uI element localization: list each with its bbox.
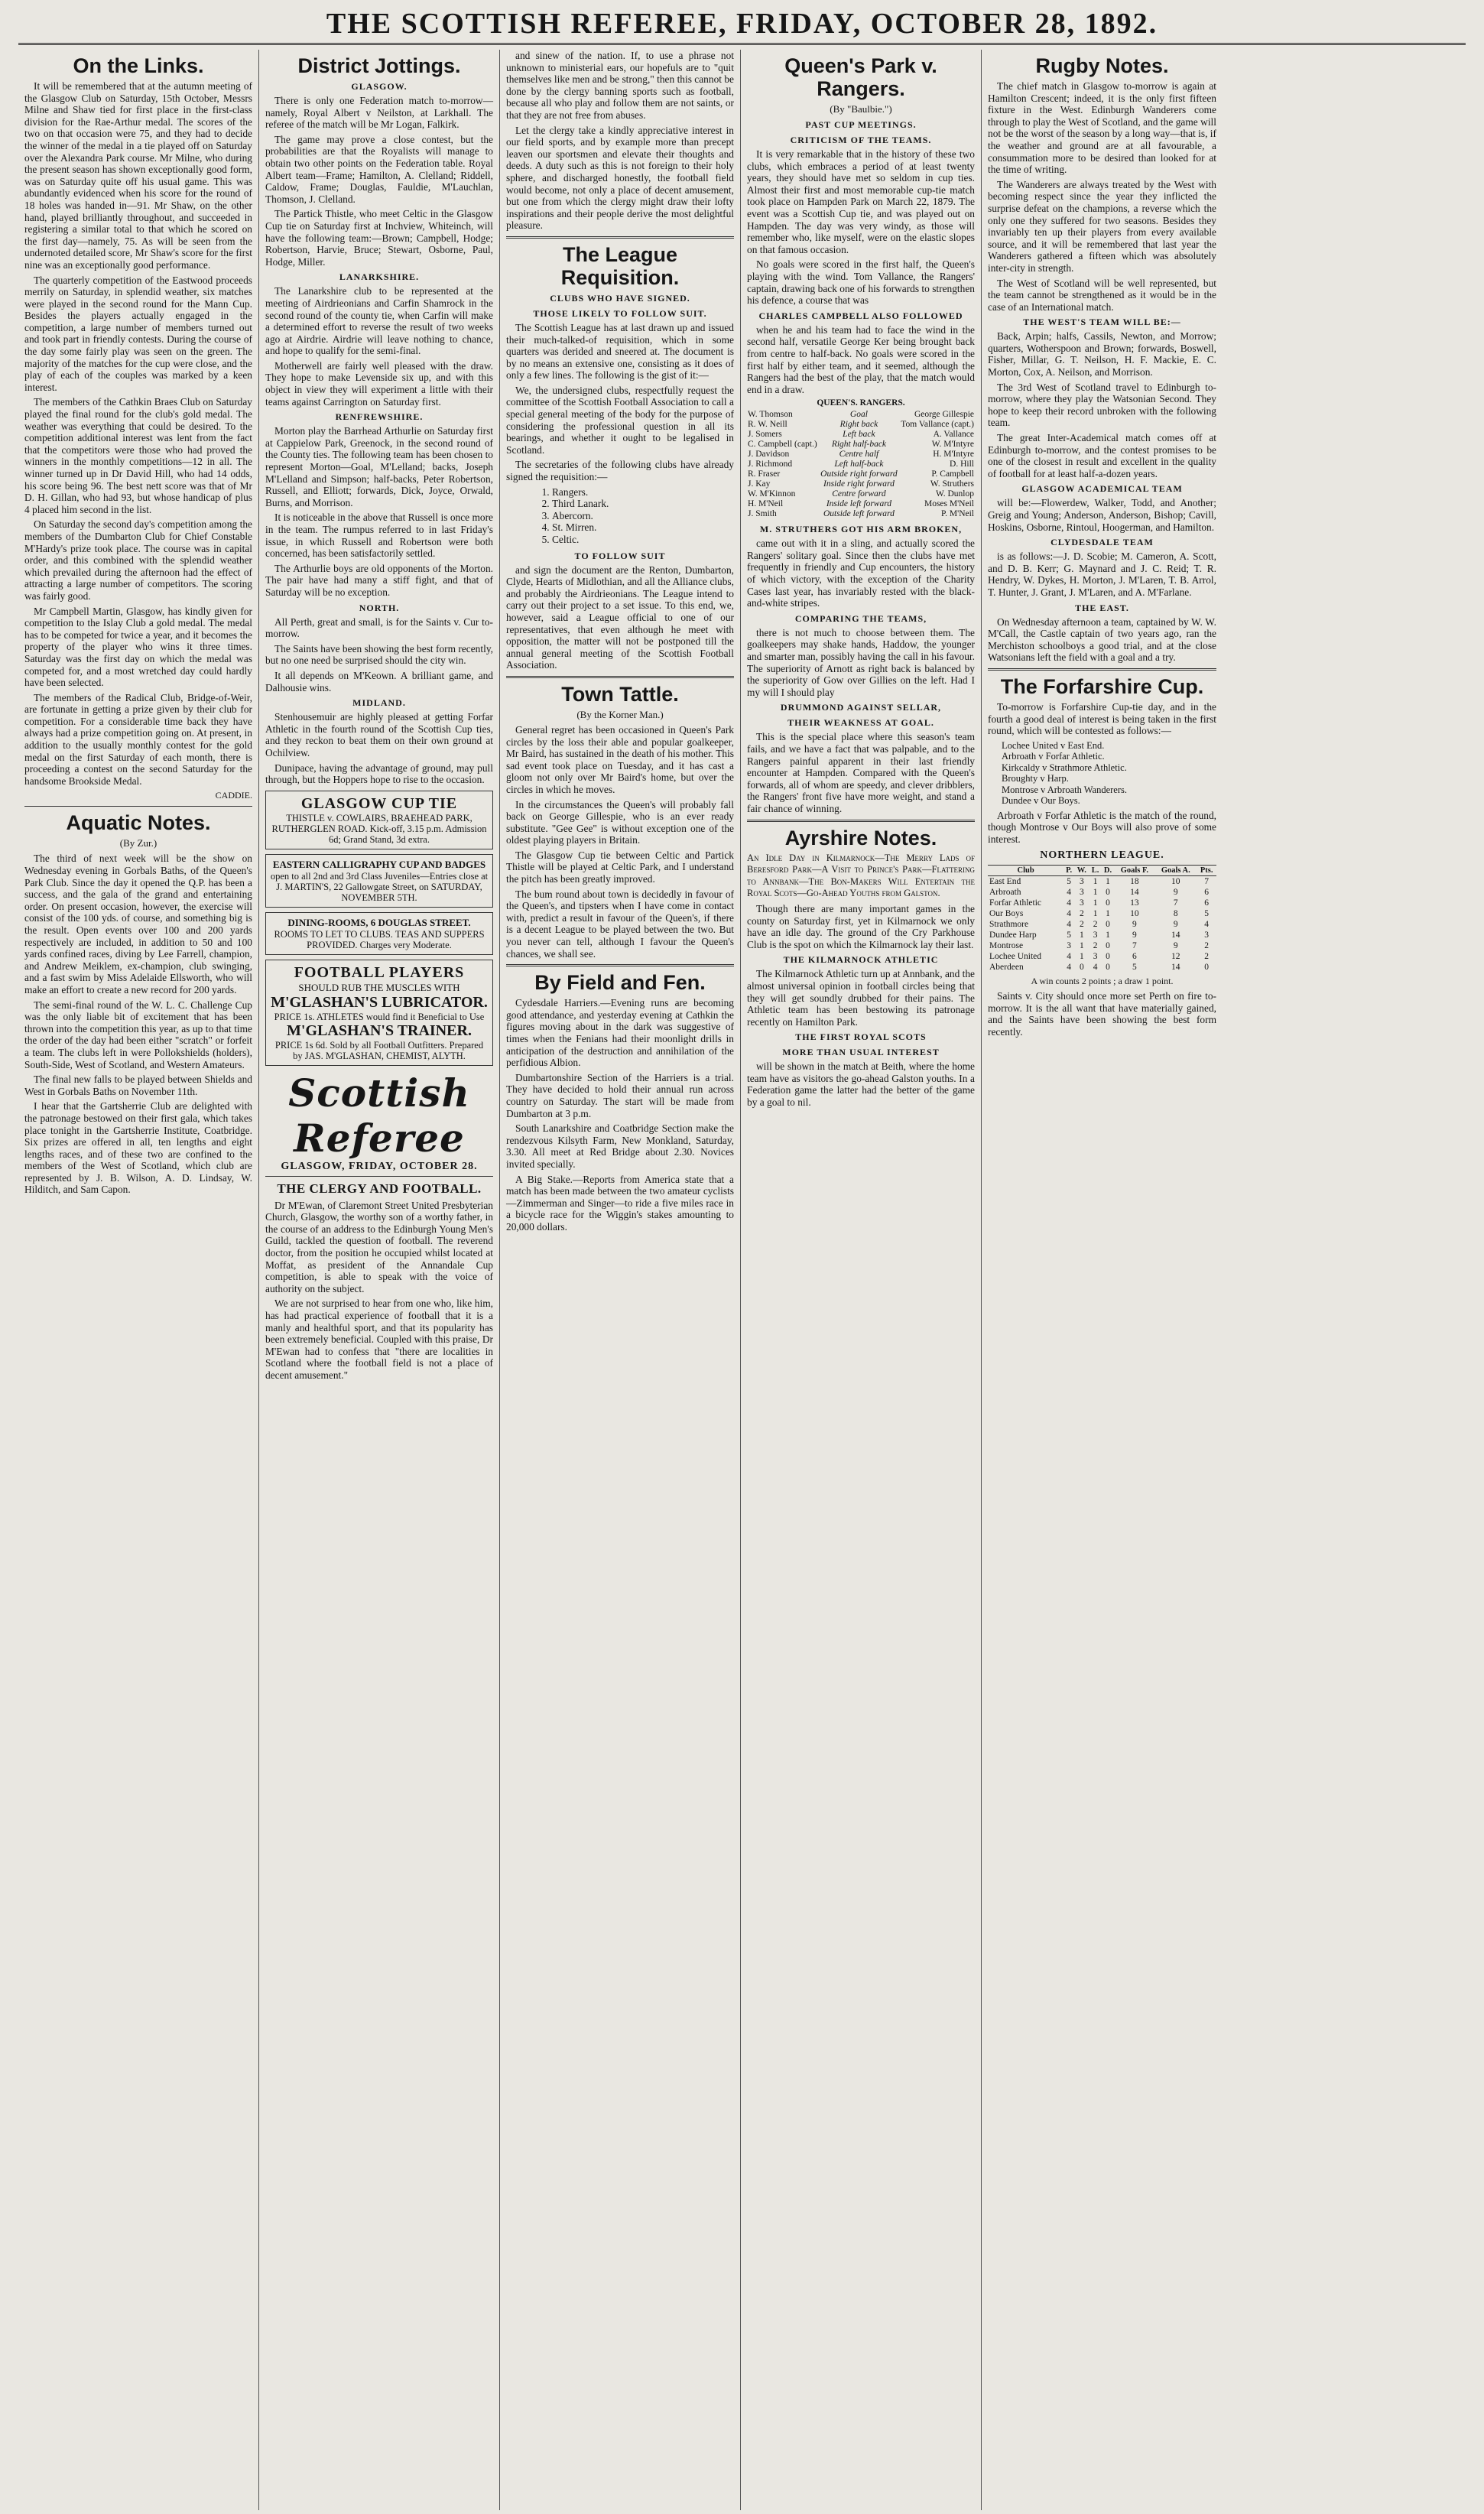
clergy-para: We are not surprised to hear from one who, like him, has had practical experience of football that it is a manly and healthful sport, and that its popularity has been extremely beneficial. Coupled with this praise, Dr M'Ewan had to confess that "there are localities in Scotland where the football field is not a place of decent amusement." xyxy=(265,1298,493,1381)
district-para: The game may prove a close contest, but the probabilities are that the Royalists will manage to obtain two other points on the Federation table. Royal Albert team—Frame; Hamilton, A. Clelland; Riddell, Caldow, Frame; Douglas, Fauldie, M'Lauchlan, Thomson, J. Clelland. xyxy=(265,133,493,205)
table-cell: 0 xyxy=(1079,962,1084,972)
column-3 xyxy=(500,50,741,2510)
town-para: General regret has been occasioned in Queen's Park circles by the loss their able and popular goalkeeper, Mr Baird, has sustained in the death of his mother. This sad event took place on Tuesday, and it has cast a gloom not only over Mr Baird's home, but over the circles in which he moves. xyxy=(506,723,734,795)
position: Left half-back xyxy=(834,460,884,469)
field-para: A Big Stake.—Reports from America state that a match has been made between the two amateur cyclists—Zimmerman and Singer—to ride a five miles race in a bicycle race for the Wiggin's stakes amounting to 20,000 dollars. xyxy=(506,1173,734,1233)
rangers-player: George Gillespie xyxy=(914,410,974,420)
aquatic-para: The third of next week will be the show on Wednesday evening in Gorbals Baths, of the Queen's Park Club. Since the day it opened the Q.P. has been a success, and the gala of the grand and entertaining order. On present occasion, however, the exercise will consist of the 100 yds. of course, and something big is the result. Open events over 100 and 200 yards respectively are included, in addition to 50 and 100 yards confined races, diving by Lee Farrell, champion, and Andrew Meiklem, ex-champion, club swinging, and a fast swim by Miss Adelaide Ellsworth, who will make an effort to create a new record for 200 yards. xyxy=(24,853,252,996)
qp-para: It is very remarkable that in the history of these two clubs, which embraces a period of at least twenty years, they should have met so seldom in cup ties. Almost their first and most memorable cup-tie match took place on Hampden Park on March 22, 1879. The event was a Scottish Cup tie, and was played out on Hampden. The day was very windy, as those will remember who, like myself, were on the elastic slopes on that famous occasion. xyxy=(747,148,975,255)
rangers-player: P. Campbell xyxy=(931,469,974,479)
table-cell: 1 xyxy=(1093,908,1098,918)
club-name: East End xyxy=(989,876,1021,886)
qp-para: there is not much to choose between them. The goalkeepers may shake hands, Haddow, the younger and smarter man, possibly having the call in his favour. The superiority of Arnott as right back is balanced by the superiority of Gow over Gillies on the left. Had I my will I should play xyxy=(747,626,975,698)
table-cell: 5 xyxy=(1067,876,1072,886)
signed-clubs-list xyxy=(552,486,734,546)
table-cell: 7 xyxy=(1204,876,1210,886)
advert-lubricator xyxy=(265,960,493,1066)
table-row xyxy=(747,450,975,460)
league-subheading: CLUBS WHO HAVE SIGNED. xyxy=(550,292,690,304)
rangers-player: P. M'Neil xyxy=(941,509,974,519)
district-para: The Partick Thistle, who meet Celtic in the Glasgow Cup tie on Saturday first at Inchview, Whiteinch, will have the following team:—Brown; Campbell, Hodge; Robertson, Harvie, Bruce; Stewart, Osborne, Paul, Hodge, Miller. xyxy=(265,208,493,268)
district-para: It is noticeable in the above that Russell is once more in the team. The rumpus referred to in last Friday's issue, in which Russell and Robertson were both concerned, has been satisfactorily settled. xyxy=(265,512,493,560)
ayrshire-para: will be shown in the match at Beith, where the home team have as visitors the go-ahead Galston youths. In a Federation game the latter had the better of the game by a goal to nil. xyxy=(747,1060,975,1109)
column-header: Goals F. xyxy=(1114,865,1154,875)
league-note: A win counts 2 points ; a draw 1 point. xyxy=(1031,975,1174,986)
district-para: Stenhousemuir are highly pleased at getting Forfar Athletic in the fourth round of the Scottish Cup ties, and they reckon to beat them on their own ground at Ochilview. xyxy=(265,711,493,758)
district-para: The Arthurlie boys are old opponents of the Morton. The pair have had many a stiff fight, and that of Saturday will be no exception. xyxy=(265,562,493,598)
rugby-heading: Rugby Notes. xyxy=(1035,54,1169,77)
table-cell: 3 xyxy=(1093,930,1098,940)
table-cell: 1 xyxy=(1079,930,1084,940)
links-para: It will be remembered that at the autumn meeting of the Glasgow Club on Saturday, 15th October, Messrs Milne and Shaw tied for first place in the first-class division for the Rae-Arthur medal. The scores of the two on that occasion were 75, and they had to decide the winner of the medal in a tie played off on Saturday over the Alexandra Park course. Mr Milne, who during the present season has shown exceptionally good form, was on Saturday quite off his usual game. This was abundantly evidenced when his score for the round of 18 holes was handed in—91. Mr Shaw, on the other hand, played brilliantly throughout, and succeeded in registering a similar total to that which he scored on the first day—namely, 75. As will be seen from the undernoted detailed score, Mr Shaw's score for the first nine was an exceptionally good performance. xyxy=(24,80,252,271)
table-cell: 2 xyxy=(1204,940,1210,950)
table-cell: 4 xyxy=(1067,898,1072,908)
column-header: P. xyxy=(1063,865,1074,875)
position: Right half-back xyxy=(831,440,887,450)
advert-body: PRICE 1s. ATHLETES would find it Beneficial to Use xyxy=(274,1011,485,1022)
aquatic-para: The final new falls to be played between Shields and West in Gorbals Baths on November 11th. xyxy=(24,1073,252,1097)
advert-cup-tie xyxy=(265,791,493,849)
district-para: It all depends on M'Keown. A brilliant game, and Dalhousie wins. xyxy=(265,669,493,693)
rugby-para: will be:—Flowerdew, Walker, Todd, and Another; Greig and Young; Anderson, Anderson, Bishop; Cavill, Hoskins, Osborne, Rintoul, Hoogerman, and Hamilton. xyxy=(988,497,1216,533)
district-para: The Saints have been showing the best form recently, but no one need be surprised should the city win. xyxy=(265,642,493,667)
queens-player: C. Campbell (capt.) xyxy=(748,440,817,450)
table-cell: 1 xyxy=(1079,940,1084,950)
table-cell: 1 xyxy=(1093,887,1098,897)
town-heading: Town Tattle. xyxy=(561,682,679,706)
table-cell: 3 xyxy=(1079,876,1084,886)
table-cell: 3 xyxy=(1079,898,1084,908)
table-cell: 0 xyxy=(1106,898,1110,908)
divider xyxy=(506,964,734,966)
club-name: Forfar Athletic xyxy=(989,898,1042,908)
table-cell: 14 xyxy=(1171,930,1180,940)
table-cell: 4 xyxy=(1067,887,1072,897)
rangers-player: W. Struthers xyxy=(930,479,974,489)
clergy-para: Let the clergy take a kindly appreciative interest in our field sports, and by example more than precept leaven our sportsmen and elevate their thoughts and deeds. A duty such as this is not foreign to their holy sphere, and discharged honestly, the football field would become, not only a place of decent amusement, but one from which the clergy might draw their lofty inspirations and their people derive the most delightful pleasure. xyxy=(506,124,734,232)
advert-title: FOOTBALL PLAYERS xyxy=(294,963,465,981)
teams-body xyxy=(747,410,975,519)
qp-para: when he and his team had to face the wind in the second half, versatile George Ker being brought back from centre to half-back. No goals were scored in the first half by either team, and it seemed, although the Rangers had the best of the play, that the match would end in a draw. xyxy=(747,323,975,395)
table-cell: 13 xyxy=(1130,898,1139,908)
table-cell: 0 xyxy=(1106,940,1110,950)
links-para: On Saturday the second day's competition among the members of the Dumbarton Club for Chief Constable M'Hardy's prize took place. The course was in capital order, and this combined with the splendid weather which prevailed during the afternoon had the effect of attracting a large number of competitors. The scoring was fairly good. xyxy=(24,518,252,602)
league-para: and sign the document are the Renton, Dumbarton, Clyde, Hearts of Midlothian, and all the Alliance clubs, and probably the Airdrieonians. The League intend to carry out their project to a set issue. To this end, we, however, said a League official to one of our representatives, that even although he meet with opposition, the matter will not be postponed till the annual general meeting of the Scottish Football Association. xyxy=(506,564,734,671)
aquatic-para: I hear that the Gartsherrie Club are delighted with the patronage bestowed on their first gala, which takes place tonight in the Gartsherrie Institute, Coatbridge. Six prizes are offered in all, ten lengths and eight lengths races, and of these two are confined to the members of the West of Scotland, which club are represented by J. B. Wilson, A. D. Lindsay, W. Hilditch, and Sam Capon. xyxy=(24,1100,252,1196)
advert-subtitle: SHOULD RUB THE MUSCLES WITH xyxy=(298,981,460,993)
table-row xyxy=(988,898,1216,908)
advert-title: DINING-ROOMS, 6 DOUGLAS STREET. xyxy=(287,916,471,928)
queens-player: W. Thomson xyxy=(748,410,793,420)
table-cell: 5 xyxy=(1132,962,1137,972)
teams-header: QUEEN'S. RANGERS. xyxy=(817,398,905,408)
table-cell: 4 xyxy=(1204,919,1210,929)
district-para: Dunipace, having the advantage of ground, may pull through, but the Hoppers hope to rise to the occasion. xyxy=(265,762,493,786)
advert-footer: PRICE 1s 6d. Sold by all Football Outfitters. Prepared by JAS. M'GLASHAN, CHEMIST, ALYTH. xyxy=(274,1039,484,1061)
links-para: The quarterly competition of the Eastwood proceeds merrily on Saturday, in splendid weather, six matches were played in the second round for the Mann Cup. Besides the players actually engaged in the competition, a large number of members turned out and took part in friendly contests. During the course of the day some fairly play was seen on the green. The majority of the matches for the cup were close, and the play of each of the couples was marked by a keen interest. xyxy=(24,274,252,393)
table-row xyxy=(747,509,975,519)
links-para: The members of the Cathkin Braes Club on Saturday played the final round for the club's gold medal. The weather was everything that could be desired. To the competition additional interest was lent from the fact that the competitors were those who had proved the winners in the monthly competitions—12 in all. The winner turned up in Dr David Hill, who had 14 odds, his score being 96. The best nett score was that of Mr D. H. Gillan, who had 93, but whose handicap of plus 4 placed him second in the list. xyxy=(24,396,252,515)
table-cell: 0 xyxy=(1106,951,1110,961)
table-cell: 10 xyxy=(1171,876,1180,886)
qp-para: came out with it in a sling, and actually scored the Rangers' solitary goal. Since then the clubs have met frequently in friendly and Cup encounters, the history of which victory, with the exception of the Charity Cases last year, has invariably rested with the black-and-white stripes. xyxy=(747,538,975,609)
district-para: Morton play the Barrhead Arthurlie on Saturday first at Cappielow Park, Greenock, in the second round of the County ties. The following team has been chosen to represent Morton—Goal, M'Lelland; backs, Joseph M'Lelland and Simpson; half-backs, Peter Robertson, Russell, and Elliott; forwards, Dick, Joyce, Orwald, Burns, and Morrison. xyxy=(265,425,493,508)
table-row xyxy=(747,420,975,430)
links-para: The members of the Radical Club, Bridge-of-Weir, are fortunate in getting a prize given by their club for competition. For a considerable time back they have always had a prize competition going on. At present, in addition to the usually monthly contest for the gold medal on the first Saturday of each month, there is proceeding a contest on the second Saturday for the handsome Brookside Medal. xyxy=(24,691,252,787)
advert-title: EASTERN CALLIGRAPHY CUP AND BADGES xyxy=(272,858,486,870)
club-name: Montrose xyxy=(989,940,1024,950)
table-row xyxy=(747,489,975,499)
position: Inside right forward xyxy=(823,479,895,489)
table-cell: 4 xyxy=(1067,951,1072,961)
subheading: PAST CUP MEETINGS. xyxy=(805,119,917,130)
column-header: W. xyxy=(1074,865,1089,875)
field-para: Cydesdale Harriers.—Evening runs are becoming good attendance, and yesterday evening at Cathkin the figures moving about in the dark was suggestive of times when the Fenians had their moonlight drills in anticipation of the destruction and annihilation of the perfidious Albion. xyxy=(506,997,734,1069)
table-cell: 3 xyxy=(1093,951,1098,961)
table-cell: 0 xyxy=(1106,887,1110,897)
table-cell: 6 xyxy=(1204,887,1210,897)
ayrshire-para: The Kilmarnock Athletic turn up at Annbank, and the almost universal opinion in football circles being that they will get soundly drubbed for their pains. The Athletic team has been bestowing its patronage recently on Hamilton Park. xyxy=(747,968,975,1028)
town-para: The bum round about town is decidedly in favour of the Queen's, and tipsters when I have come in contact with, predict a result in favour of the Queen's, if there is a decent League to be played between the two. But you never can tell, although I favour the Queen's chances, we shall see. xyxy=(506,888,734,960)
town-para: In the circumstances the Queen's will probably fall back on George Gillespie, who is an ever ready substitute. "Gee Gee" is without exception one of the oldest playing players in Britain. xyxy=(506,798,734,846)
table-cell: 0 xyxy=(1106,962,1110,972)
subheading: GLASGOW ACADEMICAL TEAM xyxy=(1021,483,1183,495)
aquatic-para: The semi-final round of the W. L. C. Challenge Cup was the only liable bit of excitement that has been thrown into the competition this year, as up to that time the order of the day had been either "scratch" or forfeit a team. The clubs left in were Pollokshields (holders), South-Side, West of Scotland, and Western Amateurs. xyxy=(24,999,252,1070)
list-item: Montrose v Arbroath Wanderers. xyxy=(1002,784,1128,795)
ayrshire-heading: Ayrshire Notes. xyxy=(784,826,937,849)
advert-calligraphy-cup xyxy=(265,854,493,908)
table-row xyxy=(988,962,1216,973)
subheading: DRUMMOND AGAINST SELLAR, xyxy=(780,702,942,713)
district-para: There is only one Federation match to-morrow—namely, Royal Albert v Neilston, at Larkhall. The referee of the match will be Mr Logan, Falkirk. xyxy=(265,95,493,131)
list-item: 2. Third Lanark. xyxy=(552,498,734,510)
table-cell: 1 xyxy=(1106,930,1110,940)
club-name: Strathmore xyxy=(989,919,1029,929)
subheading: CLYDESDALE TEAM xyxy=(1050,537,1154,548)
table-cell: 3 xyxy=(1079,887,1084,897)
qp-rangers-byline: (By "Baulbie.") xyxy=(830,103,892,115)
league-header-row xyxy=(988,865,1216,875)
links-para: Mr Campbell Martin, Glasgow, has kindly given for competition to the Islay Club a gold medal. The medal has to be competed for twice a year, and it becomes the property of the player who wins it three times. Saturday was the first day on which the medal was competed for, and a most wretched day could hardly have been selected. xyxy=(24,605,252,689)
table-cell: 8 xyxy=(1173,908,1178,918)
table-cell: 4 xyxy=(1093,962,1098,972)
club-name: Lochee United xyxy=(989,951,1042,961)
subheading: THE FIRST ROYAL SCOTS xyxy=(795,1031,927,1043)
position: Inside left forward xyxy=(826,499,892,509)
ayrshire-lead: An Idle Day in Kilmarnock—The Merry Lads of Beresford Park—A Visit to Prince's Park—Flattering to Annbank—The Bon-Makers Will Entertain the Royal Scots—Go-Ahead Youths from Galston. xyxy=(747,852,975,899)
table-row xyxy=(747,479,975,489)
renfrew-subheading: RENFREWSHIRE. xyxy=(335,411,424,423)
field-para: South Lanarkshire and Coatbridge Section make the rendezvous Kilsyth Farm, New Monkland, Saturday, 3.30. All meet at Red Bridge about 2.30. Novices invited specially. xyxy=(506,1122,734,1170)
column-5 xyxy=(982,50,1223,2510)
table-cell: 6 xyxy=(1132,951,1137,961)
divider xyxy=(24,806,252,807)
table-cell: 1 xyxy=(1093,876,1098,886)
lanark-subheading: LANARKSHIRE. xyxy=(339,271,420,283)
table-cell: 14 xyxy=(1171,962,1180,972)
table-cell: 12 xyxy=(1171,951,1180,961)
table-cell: 3 xyxy=(1204,930,1210,940)
table-cell: 7 xyxy=(1132,940,1137,950)
league-heading: The League Requisition. xyxy=(560,242,680,289)
table-row xyxy=(747,430,975,440)
league-para: The Scottish League has at last drawn up and issued their much-talked-of requisition, which in some quarters was derided and sneered at. The document is by no means an extensive one, consisting as it does of only a few lines. The following is the gist of it:— xyxy=(506,321,734,382)
list-item: Lochee United v East End. xyxy=(1002,739,1105,751)
advert-title: GLASGOW CUP TIE xyxy=(300,794,458,812)
queens-player: R. W. Neill xyxy=(748,420,787,430)
subheading: THE EAST. xyxy=(1075,602,1129,613)
subheading: CHARLES CAMPBELL ALSO FOLLOWED xyxy=(758,310,963,321)
forfar-para: Arbroath v Forfar Athletic is the match of the round, though Montrose v Our Boys will also prove of some interest. xyxy=(988,809,1216,845)
advert-product: M'GLASHAN'S LUBRICATOR. xyxy=(271,993,488,1011)
clergy-para: Dr M'Ewan, of Claremont Street United Presbyterian Church, Glasgow, the worthy son of a worthy father, in the course of an address to the Edinburgh Young Men's Guild, tackled the question of football. The reverend doctor, from the position he occupied whilst located at Moffat, as president of the Annandale Cup competition, is able to speak with the voice of authority on the subject. xyxy=(265,1199,493,1294)
forfar-heading: The Forfarshire Cup. xyxy=(1000,674,1204,698)
table-cell: 9 xyxy=(1173,887,1178,897)
table-cell: 4 xyxy=(1067,919,1072,929)
masthead: THE SCOTTISH REFEREE, FRIDAY, OCTOBER 28, 1892. xyxy=(18,6,1466,45)
table-cell: 4 xyxy=(1067,962,1072,972)
queens-player: J. Richmond xyxy=(748,460,793,469)
table-cell: 5 xyxy=(1204,908,1210,918)
queens-player: J. Smith xyxy=(748,509,777,519)
queens-player: R. Fraser xyxy=(748,469,781,479)
subheading: THE WEST'S TEAM WILL BE:— xyxy=(1023,317,1181,328)
table-cell: 4 xyxy=(1067,908,1072,918)
clergy-heading: THE CLERGY AND FOOTBALL. xyxy=(277,1181,482,1196)
table-row xyxy=(988,887,1216,898)
queens-player: J. Davidson xyxy=(748,450,790,460)
table-row xyxy=(988,930,1216,940)
rugby-para: is as follows:—J. D. Scobie; M. Cameron, A. Scott, and D. B. Kerr; G. Maynard and J. C. Reid; T. R. Hendry, W. Dykes, H. Morton, J. M'Laren, T. B. Arrol, T. Hunter, J. Grant, J. M'Laren, and A. M'Farlane. xyxy=(988,551,1216,598)
qp-para: This is the special place where this season's team fails, and we have a fact that was palpable, and to the Rangers painful apparent in their last friendly encounter at Hampden. Compared with the Queen's forwards, all of whom are speedy, and clever dribblers, the Rangers' front five have more weight, and stand a fair chance of winning. xyxy=(747,731,975,814)
table-row xyxy=(988,875,1216,887)
district-para: All Perth, great and small, is for the Saints v. Cur to-morrow. xyxy=(265,616,493,640)
town-para: The Glasgow Cup tie between Celtic and Partick Thistle will be played at Celtic Park, and I understand the pitch has been greatly improved. xyxy=(506,849,734,885)
subheading: CRITICISM OF THE TEAMS. xyxy=(790,135,932,145)
rugby-para: The great Inter-Academical match comes off at Edinburgh to-morrow, and the contest promises to be one of the closest in result and excellent in the quality of football for at least half-a-dozen years. xyxy=(988,432,1216,479)
queens-player: W. M'Kinnon xyxy=(748,489,796,499)
table-cell: 9 xyxy=(1173,940,1178,950)
links-heading: On the Links. xyxy=(73,54,204,77)
table-cell: 9 xyxy=(1132,919,1137,929)
list-item: 1. Rangers. xyxy=(552,486,734,499)
club-name: Arbroath xyxy=(989,887,1021,897)
table-row xyxy=(747,460,975,469)
position: Right back xyxy=(839,420,878,430)
aquatic-heading: Aquatic Notes. xyxy=(66,811,211,835)
list-item: Arbroath v Forfar Athletic. xyxy=(1002,751,1105,762)
column-header: Club xyxy=(988,865,1063,875)
column-header: Pts. xyxy=(1197,865,1216,875)
column-header: Goals A. xyxy=(1154,865,1197,875)
rugby-para: Saints v. City should once more set Perth on fire to-morrow. It is the all want that have materially gained, and the Saints have been showing the best form recently. xyxy=(988,990,1216,1038)
district-para: The Lanarkshire club to be represented at the meeting of Airdrieonians and Carfin Shamrock in the second round of the county tie, when Carfin will make a determined effort to reverse the result of two weeks ago at Airdrie. Airdrie will leave nothing to chance, and hope to qualify for the semi-final. xyxy=(265,285,493,357)
club-name: Dundee Harp xyxy=(989,930,1037,940)
position: Centre forward xyxy=(832,489,886,499)
position: Centre half xyxy=(839,450,879,460)
qp-para: No goals were scored in the first half, the Queen's playing with the wind. Tom Vallance, the Rangers' captain, drawing back one of his forwards to strengthen his defence, a course that was xyxy=(747,258,975,307)
glasgow-subheading: GLASGOW. xyxy=(351,81,408,92)
follow-subheading: TO FOLLOW SUIT xyxy=(574,550,666,561)
rangers-player: Moses M'Neil xyxy=(924,499,974,509)
dateline: GLASGOW, FRIDAY, OCTOBER 28. xyxy=(265,1161,493,1177)
clergy-para: and sinew of the nation. If, to use a phrase not unknown to ministerial ears, our hopefuls are to "quit themselves like men and be strong," then this cannot be done by the clergy banning sports such as football, because all who play and follow them are not saints, or that they are not free from abuses. xyxy=(506,50,734,121)
subheading: M. STRUTHERS GOT HIS ARM BROKEN, xyxy=(759,524,963,535)
table-cell: 2 xyxy=(1093,940,1098,950)
field-para: Dumbartonshire Section of the Harriers is a trial. They have decided to hold their annual run across country on Saturday. The start will be made from Dumbarton at 3 p.m. xyxy=(506,1071,734,1119)
table-cell: 14 xyxy=(1130,887,1139,897)
table-row xyxy=(747,499,975,509)
divider xyxy=(747,820,975,822)
league-para: We, the undersigned clubs, respectfully request the committee of the Scottish Football Association to call a special general meeting of the body for the purpose of considering the professional question in all its bearings, and whether it ought to be legalised in Scotland. xyxy=(506,384,734,456)
aquatic-byline: (By Zur.) xyxy=(119,837,157,849)
advert-body: THISTLE v. COWLAIRS, BRAEHEAD PARK, RUTHERGLEN ROAD. Kick-off, 3.15 p.m. Admission 6d; Grand Stand, 3d extra. xyxy=(271,812,487,845)
queens-player: J. Kay xyxy=(748,479,771,489)
rugby-para: The Wanderers are always treated by the West with becoming respect since the year they inflicted the surprise defeat on the champions, a reverse which the only one they suffered for two seasons. Besides they invariably ten up their players from every available source, and it will be remembered that last year the Wanderers gathered a fifteen which was absolutely inter-city in strength. xyxy=(988,178,1216,274)
list-item: 3. Abercorn. xyxy=(552,510,734,522)
table-row xyxy=(747,469,975,479)
teams-table xyxy=(747,410,975,519)
league-subheading: THOSE LIKELY TO FOLLOW SUIT. xyxy=(533,307,707,319)
table-cell: 1 xyxy=(1079,951,1084,961)
list-item: 4. St. Mirren. xyxy=(552,521,734,534)
table-row xyxy=(988,940,1216,951)
list-item: Kirkcaldy v Strathmore Athletic. xyxy=(1002,762,1127,773)
qp-rangers-heading: Queen's Park v. Rangers. xyxy=(784,54,937,100)
subheading: COMPARING THE TEAMS, xyxy=(794,612,927,624)
position: Outside left forward xyxy=(823,509,895,519)
column-header: L. xyxy=(1089,865,1102,875)
divider xyxy=(988,668,1216,671)
table-cell: 2 xyxy=(1079,919,1084,929)
rugby-para: The 3rd West of Scotland travel to Edinburgh to-morrow, where they play the Watsonian Second. They hope to keep their record unbroken with the following team. xyxy=(988,381,1216,429)
table-cell: 10 xyxy=(1130,908,1139,918)
list-item: Dundee v Our Boys. xyxy=(1002,795,1080,807)
links-signature: CADDIE. xyxy=(215,790,252,801)
columns xyxy=(18,50,1466,2510)
table-cell: 5 xyxy=(1067,930,1072,940)
list-item: 5. Celtic. xyxy=(552,534,734,546)
list-item: Broughty v Harp. xyxy=(1002,773,1069,784)
paper-title: Scottish Referee xyxy=(288,1070,470,1161)
rangers-player: H. M'Intyre xyxy=(933,450,974,460)
rangers-player: Tom Vallance (capt.) xyxy=(901,420,974,430)
midland-subheading: MIDLAND. xyxy=(352,697,406,709)
ayrshire-para: Though there are many important games in the county on Saturday first, yet in Kilmarnock we only have an idle day. The ground of the Cry Parkhouse Club is the spot on which the Kilmarnock lay their last. xyxy=(747,902,975,950)
position: Outside right forward xyxy=(820,469,898,479)
district-para: Motherwell are fairly well pleased with the draw. They hope to make Levenside six up, and with this object in view they will experiment a little with their teams against Carrington on Saturday first. xyxy=(265,359,493,408)
table-row xyxy=(988,919,1216,930)
table-row xyxy=(988,951,1216,962)
queens-player: H. M'Neil xyxy=(748,499,784,509)
column-1 xyxy=(18,50,259,2510)
table-cell: 2 xyxy=(1204,951,1210,961)
club-name: Aberdeen xyxy=(989,962,1024,972)
table-cell: 0 xyxy=(1204,962,1210,972)
league-body xyxy=(988,875,1216,973)
position: Goal xyxy=(849,410,868,420)
table-row xyxy=(747,440,975,450)
table-cell: 7 xyxy=(1173,898,1178,908)
subheading: MORE THAN USUAL INTEREST xyxy=(782,1047,940,1058)
column-2 xyxy=(259,50,500,2510)
column-header: D. xyxy=(1102,865,1115,875)
divider xyxy=(506,676,734,678)
league-table-title: NORTHERN LEAGUE. xyxy=(1040,849,1164,861)
advert-dining-rooms xyxy=(265,912,493,955)
table-cell: 6 xyxy=(1204,898,1210,908)
town-byline: (By the Korner Man.) xyxy=(576,708,664,720)
forfar-para: To-morrow is Forfarshire Cup-tie day, and in the fourth a good deal of interest is being taken in the first round, which will be contested as follows:— xyxy=(988,700,1216,737)
advert-product: M'GLASHAN'S TRAINER. xyxy=(287,1022,472,1039)
subheading: THE KILMARNOCK ATHLETIC xyxy=(783,954,939,966)
table-cell: 1 xyxy=(1106,876,1110,886)
table-cell: 9 xyxy=(1132,930,1137,940)
divider xyxy=(506,236,734,239)
subheading: THEIR WEAKNESS AT GOAL. xyxy=(787,717,934,729)
league-para: The secretaries of the following clubs have already signed the requisition:— xyxy=(506,459,734,483)
rugby-para: On Wednesday afternoon a team, captained by W. W. M'Call, the Castle captain of two years ago, ran the Merchiston schoolboys a good trial, and at the close Watsonians left the field with a goal and a try. xyxy=(988,616,1216,664)
table-cell: 2 xyxy=(1093,919,1098,929)
rangers-player: W. Dunlop xyxy=(935,489,974,499)
district-heading: District Jottings. xyxy=(297,54,461,77)
queens-player: J. Somers xyxy=(748,430,782,440)
fixtures-list xyxy=(1002,740,1216,807)
position: Left back xyxy=(843,430,875,440)
table-cell: 18 xyxy=(1130,876,1139,886)
table-row xyxy=(988,908,1216,919)
advert-body: open to all 2nd and 3rd Class Juveniles—Entries close at J. MARTIN'S, 22 Gallowgate Street, on SATURDAY, NOVEMBER 5TH. xyxy=(270,870,489,903)
rangers-player: W. M'Intyre xyxy=(931,440,974,450)
rugby-para: Back, Arpin; halfs, Cassils, Newton, and Morrow; quarters, Wotherspoon and Brown; forwards, Boswell, Fisher, Millar, G. T. Neilson, H. F. Mackie, E. C. Morton, Cox, A. Neilson, and Morrison. xyxy=(988,330,1216,378)
advert-body: ROOMS TO LET TO CLUBS. TEAS AND SUPPERS PROVIDED. Charges very Moderate. xyxy=(274,928,485,950)
rangers-player: D. Hill xyxy=(950,460,974,469)
table-cell: 3 xyxy=(1067,940,1072,950)
field-heading: By Field and Fen. xyxy=(534,971,706,995)
rangers-player: A. Vallance xyxy=(933,430,974,440)
rugby-para: The chief match in Glasgow to-morrow is again at Hamilton Crescent; indeed, it is the only first fifteen fixture in the West. Edinburgh Wanderers come through to play the West of Scotland, and the game will not be the worst of the season by a long way—that is, if the weather and ground are at all favourable, a consummation more to be desired than looked for at the time of writing. xyxy=(988,80,1216,176)
table-cell: 9 xyxy=(1173,919,1178,929)
table-cell: 2 xyxy=(1079,908,1084,918)
table-row xyxy=(747,410,975,420)
club-name: Our Boys xyxy=(989,908,1024,918)
league-table xyxy=(988,865,1216,973)
column-4 xyxy=(741,50,982,2510)
table-cell: 1 xyxy=(1093,898,1098,908)
north-subheading: NORTH. xyxy=(359,602,400,613)
rugby-para: The West of Scotland will be well represented, but the team cannot be strengthened as it would be in the case of an International match. xyxy=(988,277,1216,313)
table-cell: 1 xyxy=(1106,908,1110,918)
table-cell: 0 xyxy=(1106,919,1110,929)
